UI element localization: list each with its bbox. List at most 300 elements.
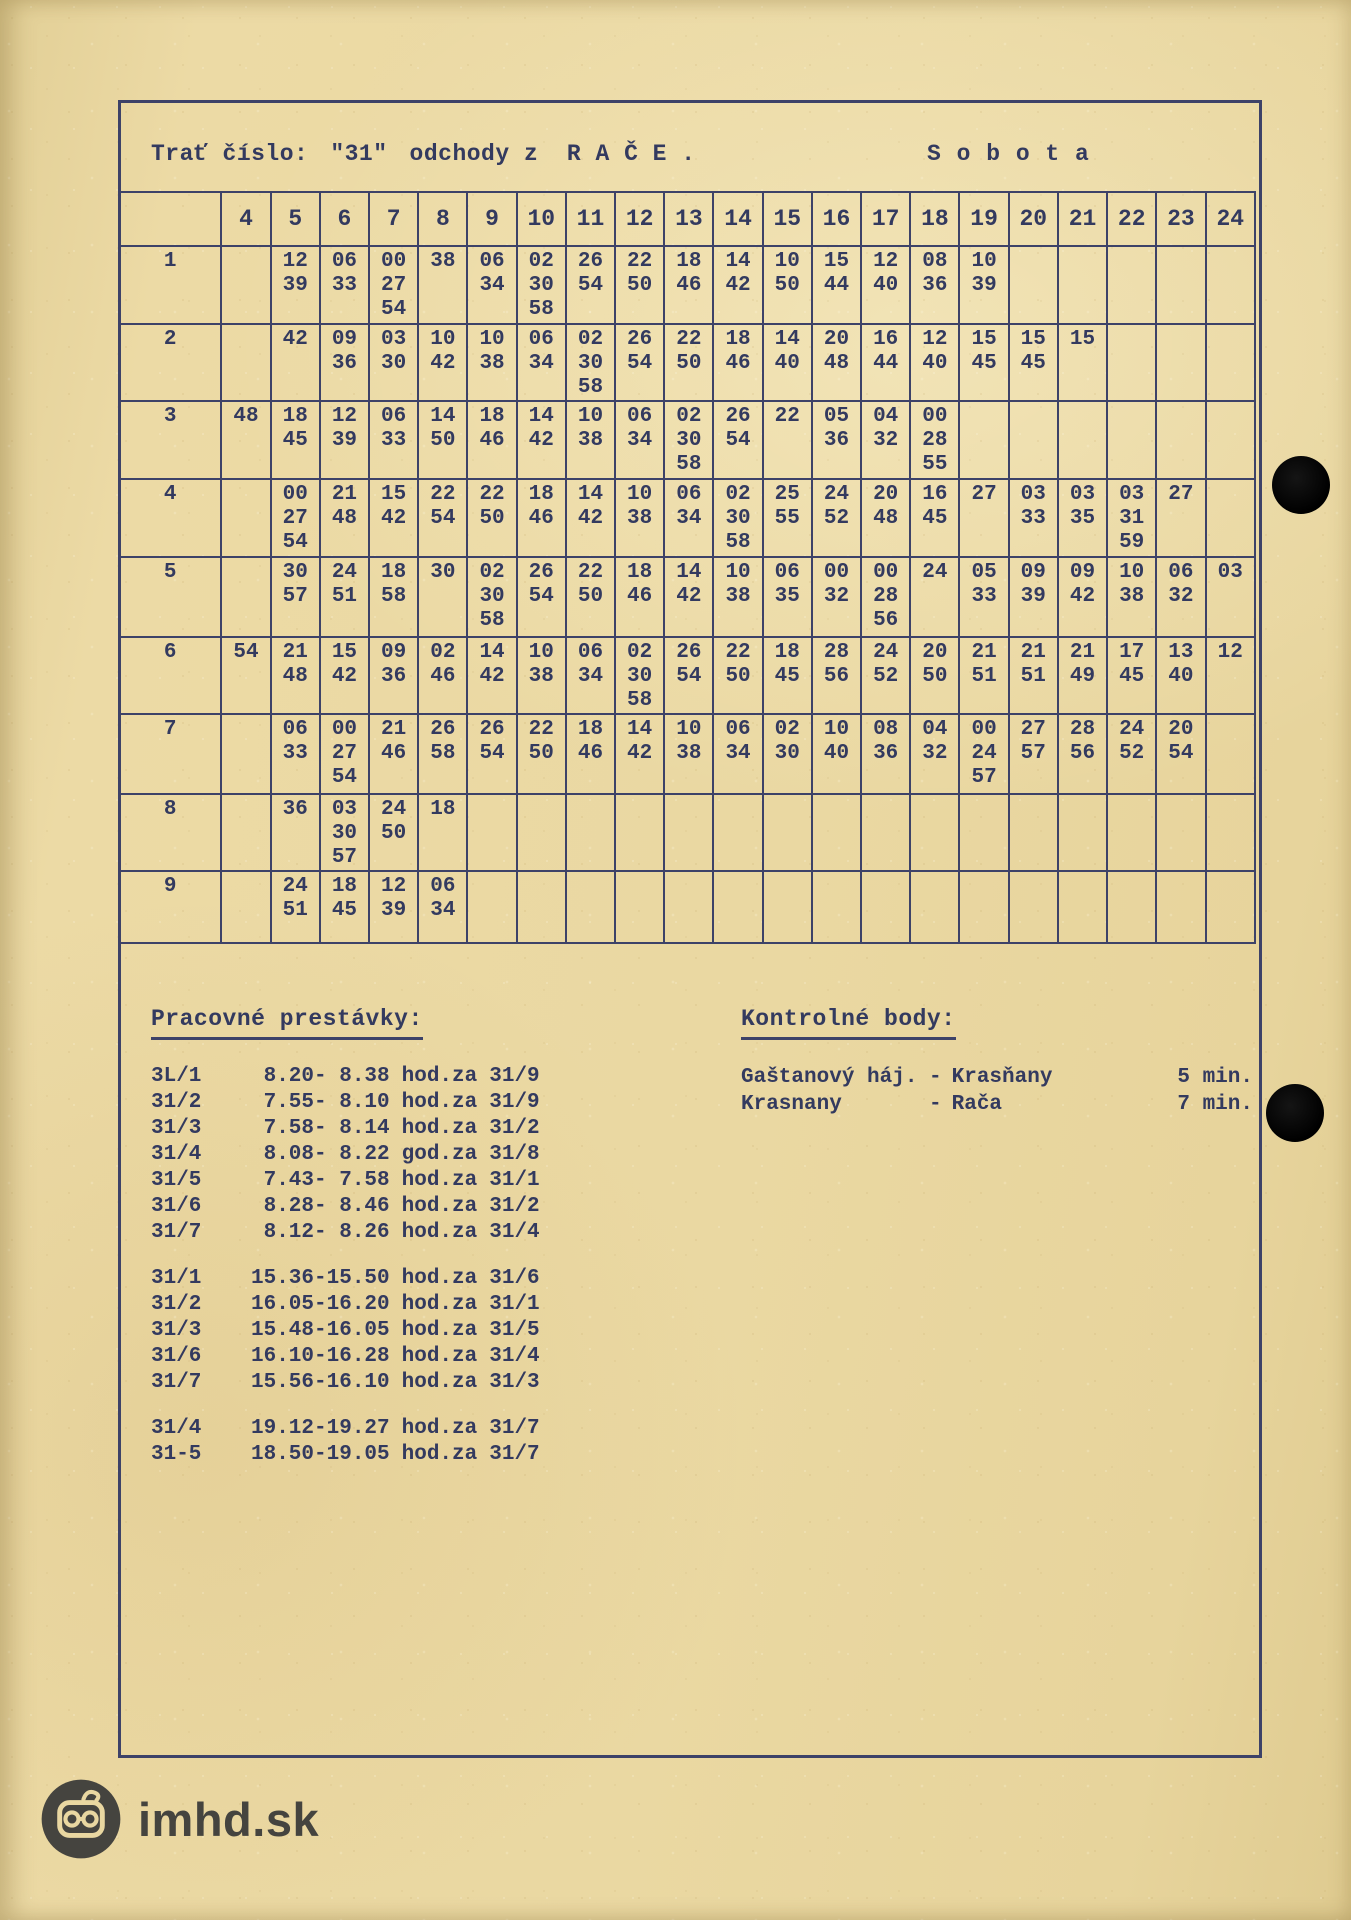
- minute-value: 39: [971, 274, 997, 297]
- minutes-cell: [1009, 401, 1058, 479]
- minute-value: 54: [479, 742, 505, 765]
- minute-value: 06: [331, 250, 358, 273]
- minutes-cell: [517, 871, 566, 943]
- minute-value: 28: [823, 641, 850, 664]
- minute-value: 21: [971, 641, 997, 664]
- break-unit-text: hod.za: [401, 1221, 478, 1244]
- grid-corner-cell: [119, 192, 221, 246]
- minute-value: 09: [381, 641, 407, 664]
- minute-value: 57: [971, 766, 997, 789]
- punch-hole-top: [1272, 456, 1330, 514]
- minute-value: 45: [331, 899, 358, 922]
- break-unit-text: hod.za: [401, 1345, 478, 1368]
- break-unit-text: hod.za: [401, 1371, 478, 1394]
- minute-value: 06: [282, 718, 308, 741]
- minutes-cell: [664, 246, 713, 324]
- minute-value: 45: [282, 429, 308, 452]
- hour-header-cell: 23: [1156, 192, 1205, 246]
- minutes-cell: [1009, 557, 1058, 637]
- break-time-range: 15.48-16.05: [251, 1319, 390, 1342]
- minute-value: 26: [430, 718, 456, 741]
- control-point-row: [741, 1064, 1253, 1091]
- minutes-cell: [1009, 714, 1058, 794]
- minutes-cell: [271, 714, 320, 794]
- break-ref-run: 31/9: [489, 1091, 540, 1114]
- minutes-cell: [861, 557, 910, 637]
- minute-value: 00: [282, 483, 308, 506]
- timetable-title: [121, 141, 1259, 175]
- imhd-logo-icon: [40, 1778, 122, 1860]
- minutes-cell: [812, 714, 861, 794]
- minute-value: 44: [823, 274, 850, 297]
- minutes-cell: [1107, 324, 1156, 401]
- minutes-cell: [910, 557, 959, 637]
- minute-value: 12: [282, 250, 308, 273]
- title-departures-text: odchody z R A Č E .: [409, 141, 696, 167]
- break-run-number: 31/5: [151, 1169, 202, 1192]
- minute-value: 26: [627, 328, 653, 351]
- minute-value: 48: [873, 507, 899, 530]
- minutes-cell: [959, 714, 1008, 794]
- hour-header-cell: 12: [615, 192, 664, 246]
- minutes-cell: [369, 557, 418, 637]
- minutes-cell: [1156, 324, 1205, 401]
- minute-value: 22: [627, 250, 653, 273]
- minutes-cell: [369, 479, 418, 557]
- break-time-range: 8.12- 8.26: [251, 1221, 390, 1244]
- break-time-range: 8.20- 8.38: [251, 1065, 390, 1088]
- minute-value: 24: [1119, 718, 1145, 741]
- minute-value: 06: [627, 405, 653, 428]
- minute-value: 54: [528, 585, 554, 608]
- minute-value: 40: [1168, 665, 1194, 688]
- minute-value: 00: [873, 561, 899, 584]
- minutes-cell: [959, 637, 1008, 714]
- minute-value: 14: [627, 718, 653, 741]
- minutes-cell: [664, 401, 713, 479]
- timetable-row: [119, 479, 1255, 557]
- minutes-cell: [763, 794, 812, 871]
- minute-value: 34: [528, 352, 554, 375]
- minutes-cell: [615, 714, 664, 794]
- minute-value: 40: [774, 352, 800, 375]
- minute-value: 03: [1020, 483, 1046, 506]
- minute-value: 18: [479, 405, 505, 428]
- minute-value: 42: [1069, 585, 1096, 608]
- minutes-cell: [615, 557, 664, 637]
- minute-value: 18: [676, 250, 702, 273]
- minute-value: 45: [1020, 352, 1046, 375]
- minutes-cell: [369, 324, 418, 401]
- break-time-range: 7.58- 8.14: [251, 1117, 390, 1140]
- break-ref-run: 31/9: [489, 1065, 540, 1088]
- breaks-list: [151, 1064, 711, 1468]
- minutes-cell: [1206, 246, 1256, 324]
- minute-value: 52: [823, 507, 850, 530]
- minutes-cell: [615, 246, 664, 324]
- minute-value: 46: [627, 585, 653, 608]
- minutes-cell: [1058, 871, 1107, 943]
- break-unit-text: hod.za: [401, 1443, 478, 1466]
- minute-value: 50: [528, 742, 554, 765]
- minute-value: 03: [381, 328, 407, 351]
- timetable-row: [119, 246, 1255, 324]
- minutes-cell: [271, 557, 320, 637]
- imhd-logo: [40, 1778, 319, 1860]
- break-time-range: 15.56-16.10: [251, 1371, 390, 1394]
- minutes-cell: [615, 324, 664, 401]
- minute-value: 27: [282, 507, 308, 530]
- minutes-cell: [566, 714, 615, 794]
- break-row: [151, 1318, 711, 1344]
- minutes-cell: [271, 479, 320, 557]
- minute-value: 51: [1020, 665, 1046, 688]
- minute-value: 08: [922, 250, 948, 273]
- minute-value: 21: [1020, 641, 1046, 664]
- hour-header-row: [119, 192, 1255, 246]
- title-route-label: Trať číslo:: [151, 141, 309, 167]
- minute-value: 18: [331, 875, 358, 898]
- minute-value: 45: [971, 352, 997, 375]
- hour-header-cell: 22: [1107, 192, 1156, 246]
- minutes-cell: [517, 479, 566, 557]
- minutes-cell: [910, 794, 959, 871]
- minute-value: 28: [1069, 718, 1096, 741]
- minute-value: 09: [1020, 561, 1046, 584]
- minutes-cell: [615, 871, 664, 943]
- break-unit-text: hod.za: [401, 1417, 478, 1440]
- minute-value: 06: [528, 328, 554, 351]
- minute-value: 12: [873, 250, 899, 273]
- minute-value: 51: [331, 585, 358, 608]
- minute-value: 32: [1168, 585, 1194, 608]
- minute-value: 54: [282, 531, 308, 554]
- minute-value: 14: [479, 641, 505, 664]
- minute-value: 46: [430, 665, 456, 688]
- minute-value: 15: [823, 250, 850, 273]
- minutes-cell: [664, 557, 713, 637]
- control-points-heading: Kontrolné body:: [741, 1006, 956, 1040]
- minute-value: 26: [577, 250, 604, 273]
- minute-value: 22: [479, 483, 505, 506]
- minute-value: 02: [676, 405, 702, 428]
- break-run-number: 31/1: [151, 1267, 202, 1290]
- minute-value: 30: [479, 585, 505, 608]
- minutes-cell: [1107, 871, 1156, 943]
- minutes-cell: [1009, 794, 1058, 871]
- minute-value: 06: [1168, 561, 1194, 584]
- minutes-cell: [763, 246, 812, 324]
- minute-value: 22: [528, 718, 554, 741]
- minutes-cell: [1156, 479, 1205, 557]
- minute-value: 34: [627, 429, 653, 452]
- minute-value: 05: [823, 405, 850, 428]
- minutes-cell: [812, 246, 861, 324]
- minutes-cell: [1058, 324, 1107, 401]
- break-time-range: 8.28- 8.46: [251, 1195, 390, 1218]
- minutes-cell: [713, 401, 762, 479]
- minute-value: 10: [430, 328, 456, 351]
- break-time-range: 16.05-16.20: [251, 1293, 390, 1316]
- minutes-cell: [1058, 557, 1107, 637]
- minute-value: 38: [577, 429, 604, 452]
- control-separator: -: [929, 1093, 942, 1116]
- break-run-number: 31/4: [151, 1143, 202, 1166]
- break-row: [151, 1416, 711, 1442]
- minutes-cell: [910, 246, 959, 324]
- hour-header-cell: 14: [713, 192, 762, 246]
- minute-value: 48: [823, 352, 850, 375]
- timetable-grid: [118, 191, 1256, 944]
- control-points-list: [741, 1064, 1253, 1118]
- minute-value: 33: [971, 585, 997, 608]
- hour-header-cell: 5: [271, 192, 320, 246]
- minutes-cell: [320, 637, 369, 714]
- minutes-cell: [1058, 794, 1107, 871]
- breaks-section: [151, 1006, 711, 1468]
- break-ref-run: 31/2: [489, 1195, 540, 1218]
- minute-value: 00: [331, 718, 358, 741]
- hour-header-cell: 10: [517, 192, 566, 246]
- break-run-number: 31/7: [151, 1221, 202, 1244]
- minutes-cell: [1206, 637, 1256, 714]
- minute-value: 30: [528, 274, 554, 297]
- minute-value: 38: [528, 665, 554, 688]
- break-unit-text: hod.za: [401, 1065, 478, 1088]
- break-ref-run: 31/2: [489, 1117, 540, 1140]
- minute-value: 56: [1069, 742, 1096, 765]
- minutes-cell: [1058, 479, 1107, 557]
- minutes-cell: [910, 714, 959, 794]
- minute-value: 54: [676, 665, 702, 688]
- minutes-cell: [221, 714, 270, 794]
- hour-header-cell: 4: [221, 192, 270, 246]
- minute-value: 34: [577, 665, 604, 688]
- break-row: [151, 1064, 711, 1090]
- minute-value: 46: [676, 274, 702, 297]
- minute-value: 58: [528, 298, 554, 321]
- minute-value: 42: [676, 585, 702, 608]
- minute-value: 40: [873, 274, 899, 297]
- minutes-cell: [418, 401, 467, 479]
- minutes-cell: [1206, 401, 1256, 479]
- minutes-cell: [664, 479, 713, 557]
- minute-value: 10: [823, 718, 850, 741]
- minutes-cell: [959, 794, 1008, 871]
- minutes-cell: [1156, 401, 1205, 479]
- minute-value: 58: [676, 453, 702, 476]
- minute-value: 14: [774, 328, 800, 351]
- break-row: [151, 1292, 711, 1318]
- minute-value: 10: [774, 250, 800, 273]
- minute-value: 18: [774, 641, 800, 664]
- minute-value: 04: [922, 718, 948, 741]
- minutes-cell: [517, 557, 566, 637]
- minute-value: 16: [922, 483, 948, 506]
- row-label: 7: [119, 714, 221, 794]
- minute-value: 06: [381, 405, 407, 428]
- minute-value: 50: [922, 665, 948, 688]
- minute-value: 24: [282, 875, 308, 898]
- minutes-cell: [320, 794, 369, 871]
- break-ref-run: 31/5: [489, 1319, 540, 1342]
- timetable-row: [119, 557, 1255, 637]
- minute-value: 36: [282, 798, 308, 821]
- row-label: 1: [119, 246, 221, 324]
- minutes-cell: [467, 246, 516, 324]
- minute-value: 39: [331, 429, 358, 452]
- minutes-cell: [713, 871, 762, 943]
- break-row: [151, 1142, 711, 1168]
- minute-value: 50: [430, 429, 456, 452]
- minute-value: 24: [922, 561, 948, 584]
- minute-value: 56: [823, 665, 850, 688]
- minute-value: 52: [1119, 742, 1145, 765]
- minutes-cell: [1058, 246, 1107, 324]
- minutes-cell: [1107, 246, 1156, 324]
- minutes-cell: [664, 714, 713, 794]
- minutes-cell: [1156, 557, 1205, 637]
- minute-value: 34: [676, 507, 702, 530]
- minute-value: 00: [971, 718, 997, 741]
- minutes-cell: [713, 324, 762, 401]
- break-ref-run: 31/6: [489, 1267, 540, 1290]
- minutes-cell: [320, 324, 369, 401]
- minute-value: 38: [479, 352, 505, 375]
- minute-value: 55: [774, 507, 800, 530]
- minute-value: 22: [774, 405, 800, 428]
- minute-value: 24: [381, 798, 407, 821]
- break-ref-run: 31/1: [489, 1169, 540, 1192]
- minute-value: 00: [381, 250, 407, 273]
- minute-value: 30: [774, 742, 800, 765]
- minutes-cell: [713, 557, 762, 637]
- minutes-cell: [221, 246, 270, 324]
- minutes-cell: [959, 324, 1008, 401]
- minute-value: 50: [381, 822, 407, 845]
- break-time-range: 7.55- 8.10: [251, 1091, 390, 1114]
- minutes-cell: [467, 479, 516, 557]
- hour-header-cell: 17: [861, 192, 910, 246]
- hour-header-cell: 6: [320, 192, 369, 246]
- minute-value: 24: [823, 483, 850, 506]
- break-group: [151, 1064, 711, 1246]
- minutes-cell: [713, 637, 762, 714]
- minute-value: 35: [1069, 507, 1096, 530]
- minute-value: 02: [627, 641, 653, 664]
- minute-value: 21: [282, 641, 308, 664]
- timetable-frame: [118, 100, 1262, 1758]
- minute-value: 17: [1119, 641, 1145, 664]
- minute-value: 58: [381, 585, 407, 608]
- minute-value: 54: [627, 352, 653, 375]
- hour-header-cell: 16: [812, 192, 861, 246]
- minute-value: 54: [381, 298, 407, 321]
- minute-value: 12: [1217, 641, 1243, 664]
- minutes-cell: [1206, 794, 1256, 871]
- minutes-cell: [664, 871, 713, 943]
- minute-value: 20: [922, 641, 948, 664]
- minutes-cell: [320, 246, 369, 324]
- minute-value: 21: [1069, 641, 1096, 664]
- timetable-row: [119, 871, 1255, 943]
- break-row: [151, 1116, 711, 1142]
- minutes-cell: [1107, 794, 1156, 871]
- control-minutes: 7 min.: [1177, 1093, 1253, 1116]
- minutes-cell: [1009, 479, 1058, 557]
- minute-value: 38: [627, 507, 653, 530]
- minute-value: 18: [528, 483, 554, 506]
- minute-value: 27: [381, 274, 407, 297]
- title-day-label: S o b o t a: [927, 141, 1090, 167]
- minute-value: 06: [676, 483, 702, 506]
- minute-value: 35: [774, 585, 800, 608]
- minutes-cell: [1009, 246, 1058, 324]
- minute-value: 28: [873, 585, 899, 608]
- minute-value: 32: [922, 742, 948, 765]
- minutes-cell: [418, 714, 467, 794]
- minutes-cell: [910, 871, 959, 943]
- minute-value: 22: [725, 641, 751, 664]
- break-row: [151, 1266, 711, 1292]
- minute-value: 46: [479, 429, 505, 452]
- minute-value: 54: [430, 507, 456, 530]
- minutes-cell: [1058, 637, 1107, 714]
- minutes-cell: [467, 401, 516, 479]
- title-text: [151, 141, 696, 167]
- minute-value: 02: [430, 641, 456, 664]
- break-row: [151, 1220, 711, 1246]
- minute-value: 25: [774, 483, 800, 506]
- minutes-cell: [271, 401, 320, 479]
- minutes-cell: [566, 324, 615, 401]
- minutes-cell: [615, 637, 664, 714]
- break-ref-run: 31/4: [489, 1345, 540, 1368]
- minutes-cell: [861, 246, 910, 324]
- minute-value: 10: [577, 405, 604, 428]
- minutes-cell: [1009, 324, 1058, 401]
- minutes-cell: [566, 871, 615, 943]
- break-ref-run: 31/8: [489, 1143, 540, 1166]
- minutes-cell: [959, 871, 1008, 943]
- minute-value: 46: [725, 352, 751, 375]
- minute-value: 34: [725, 742, 751, 765]
- minutes-cell: [910, 637, 959, 714]
- minutes-cell: [418, 479, 467, 557]
- minutes-cell: [1107, 714, 1156, 794]
- minute-value: 50: [725, 665, 751, 688]
- minutes-cell: [615, 794, 664, 871]
- minute-value: 00: [823, 561, 850, 584]
- break-run-number: 31/4: [151, 1417, 202, 1440]
- minute-value: 06: [774, 561, 800, 584]
- timetable-row: [119, 401, 1255, 479]
- minutes-cell: [664, 324, 713, 401]
- minutes-cell: [467, 794, 516, 871]
- minute-value: 34: [430, 899, 456, 922]
- minutes-cell: [320, 479, 369, 557]
- minute-value: 39: [381, 899, 407, 922]
- row-label: 8: [119, 794, 221, 871]
- minute-value: 10: [1119, 561, 1145, 584]
- minute-value: 58: [479, 609, 505, 632]
- minute-value: 48: [331, 507, 358, 530]
- minute-value: 24: [331, 561, 358, 584]
- minutes-cell: [615, 479, 664, 557]
- row-label: 2: [119, 324, 221, 401]
- minutes-cell: [369, 714, 418, 794]
- minute-value: 24: [873, 641, 899, 664]
